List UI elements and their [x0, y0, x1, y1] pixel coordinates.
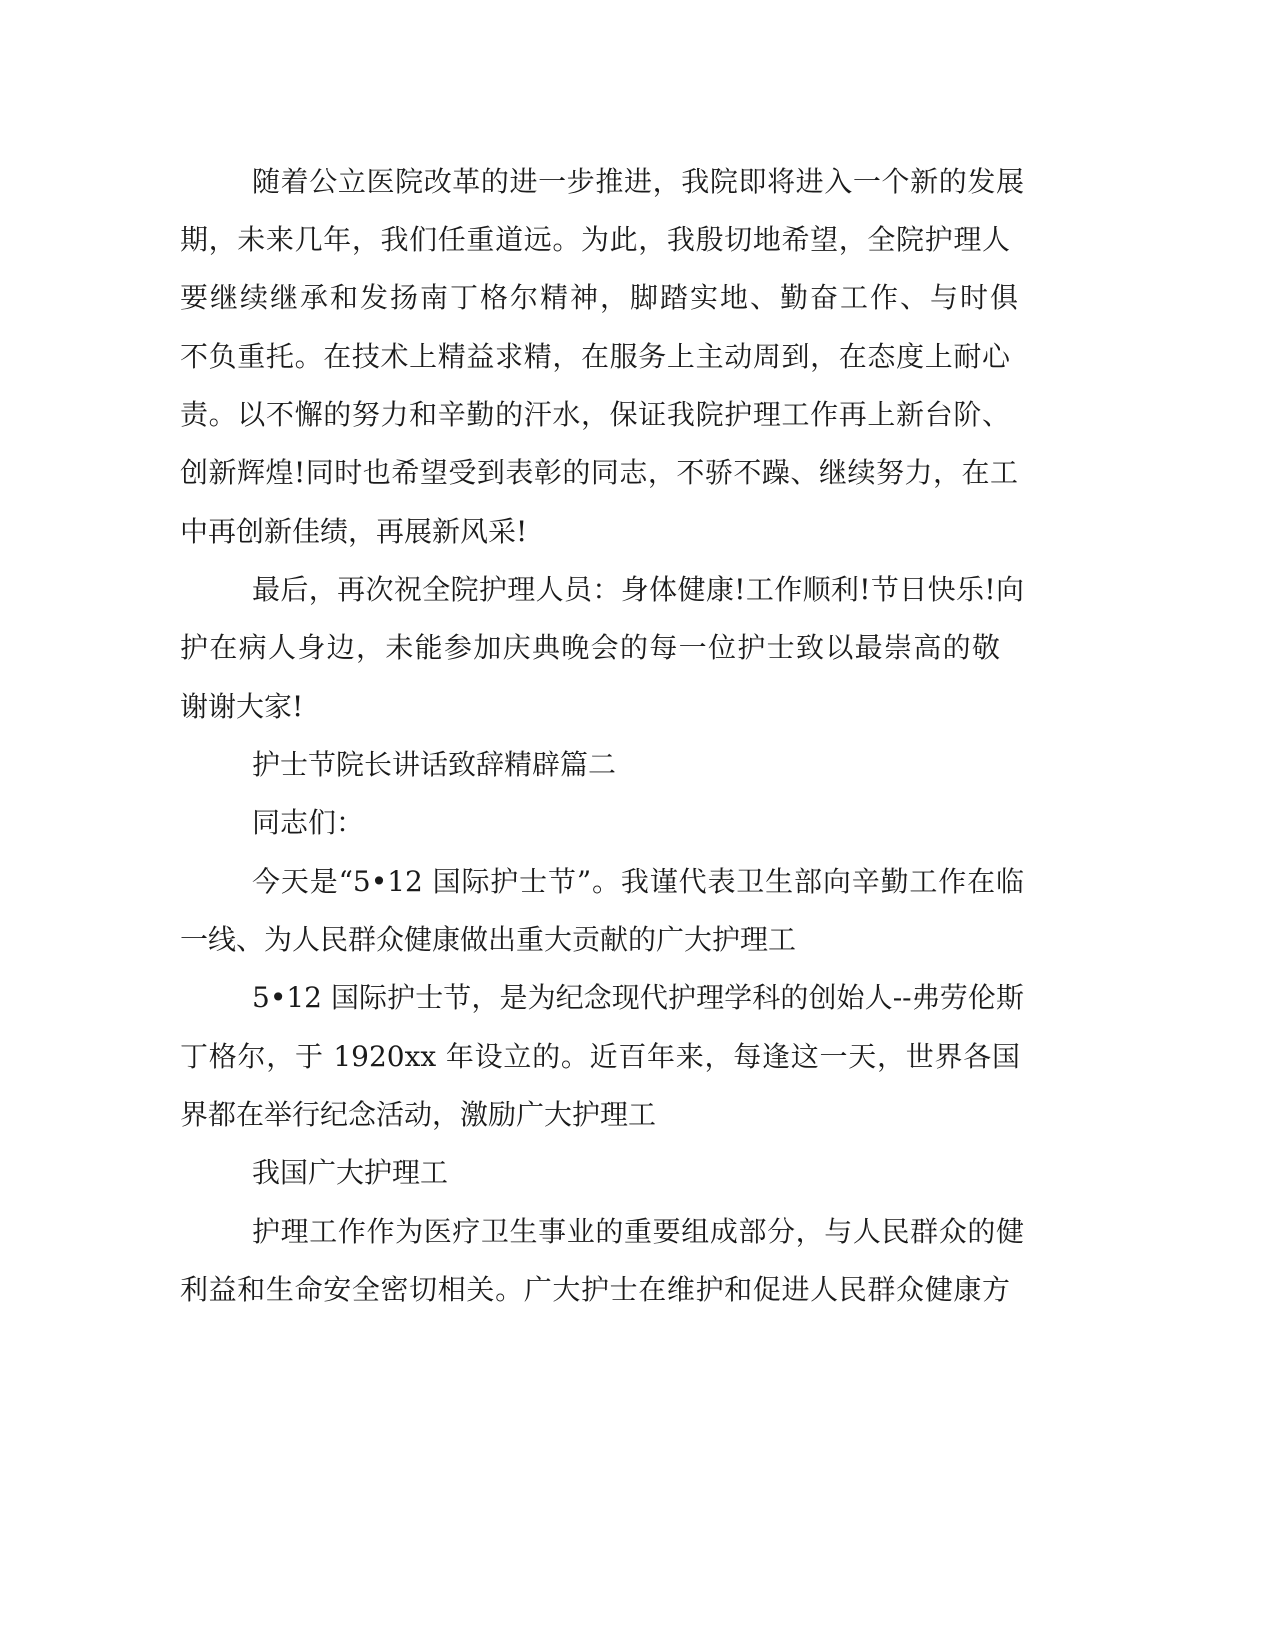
paragraph-line: 今天是“5•12 国际护士节”。我谨代表卫生部向辛勤工作在临: [252, 865, 1024, 898]
paragraph-line: 不负重托。在技术上精益求精，在服务上主动周到，在态度上耐心: [180, 340, 1010, 373]
paragraph-line: 一线、为人民群众健康做出重大贡献的广大护理工: [180, 923, 797, 956]
paragraph-line: 利益和生命安全密切相关。广大护士在维护和促进人民群众健康方: [180, 1273, 1010, 1306]
paragraph-line: 责。以不懈的努力和辛勤的汗水，保证我院护理工作再上新台阶、: [180, 398, 1010, 431]
paragraph-line: 界都在举行纪念活动，激励广大护理工: [180, 1098, 657, 1131]
paragraph-line: 谢谢大家!: [180, 690, 304, 723]
paragraph-line: 护理工作作为医疗卫生事业的重要组成部分，与人民群众的健: [252, 1215, 1024, 1248]
paragraph-line: 要继续继承和发扬南丁格尔精神，脚踏实地、勤奋工作、与时俱: [180, 281, 1018, 314]
paragraph-line: 随着公立医院改革的进一步推进，我院即将进入一个新的发展: [252, 165, 1024, 198]
paragraph-line: 最后，再次祝全院护理人员：身体健康!工作顺利!节日快乐!向: [252, 573, 1024, 606]
salutation: 同志们：: [252, 806, 365, 839]
paragraph-line: 护在病人身边，未能参加庆典晚会的每一位护士致以最崇高的敬: [180, 631, 1000, 664]
paragraph-line: 5•12 国际护士节，是为纪念现代护理学科的创始人--弗劳伦斯: [252, 981, 1024, 1014]
paragraph-line: 我国广大护理工: [252, 1156, 449, 1189]
paragraph-line: 丁格尔，于 1920xx 年设立的。近百年来，每逢这一天，世界各国: [180, 1040, 1020, 1073]
section-title: 护士节院长讲话致辞精辟篇二: [252, 748, 617, 781]
paragraph-line: 创新辉煌!同时也希望受到表彰的同志，不骄不躁、继续努力，在工: [180, 456, 1018, 489]
paragraph-line: 中再创新佳绩，再展新风采!: [180, 515, 528, 548]
paragraph-line: 期，未来几年，我们任重道远。为此，我殷切地希望，全院护理人: [180, 223, 1010, 256]
